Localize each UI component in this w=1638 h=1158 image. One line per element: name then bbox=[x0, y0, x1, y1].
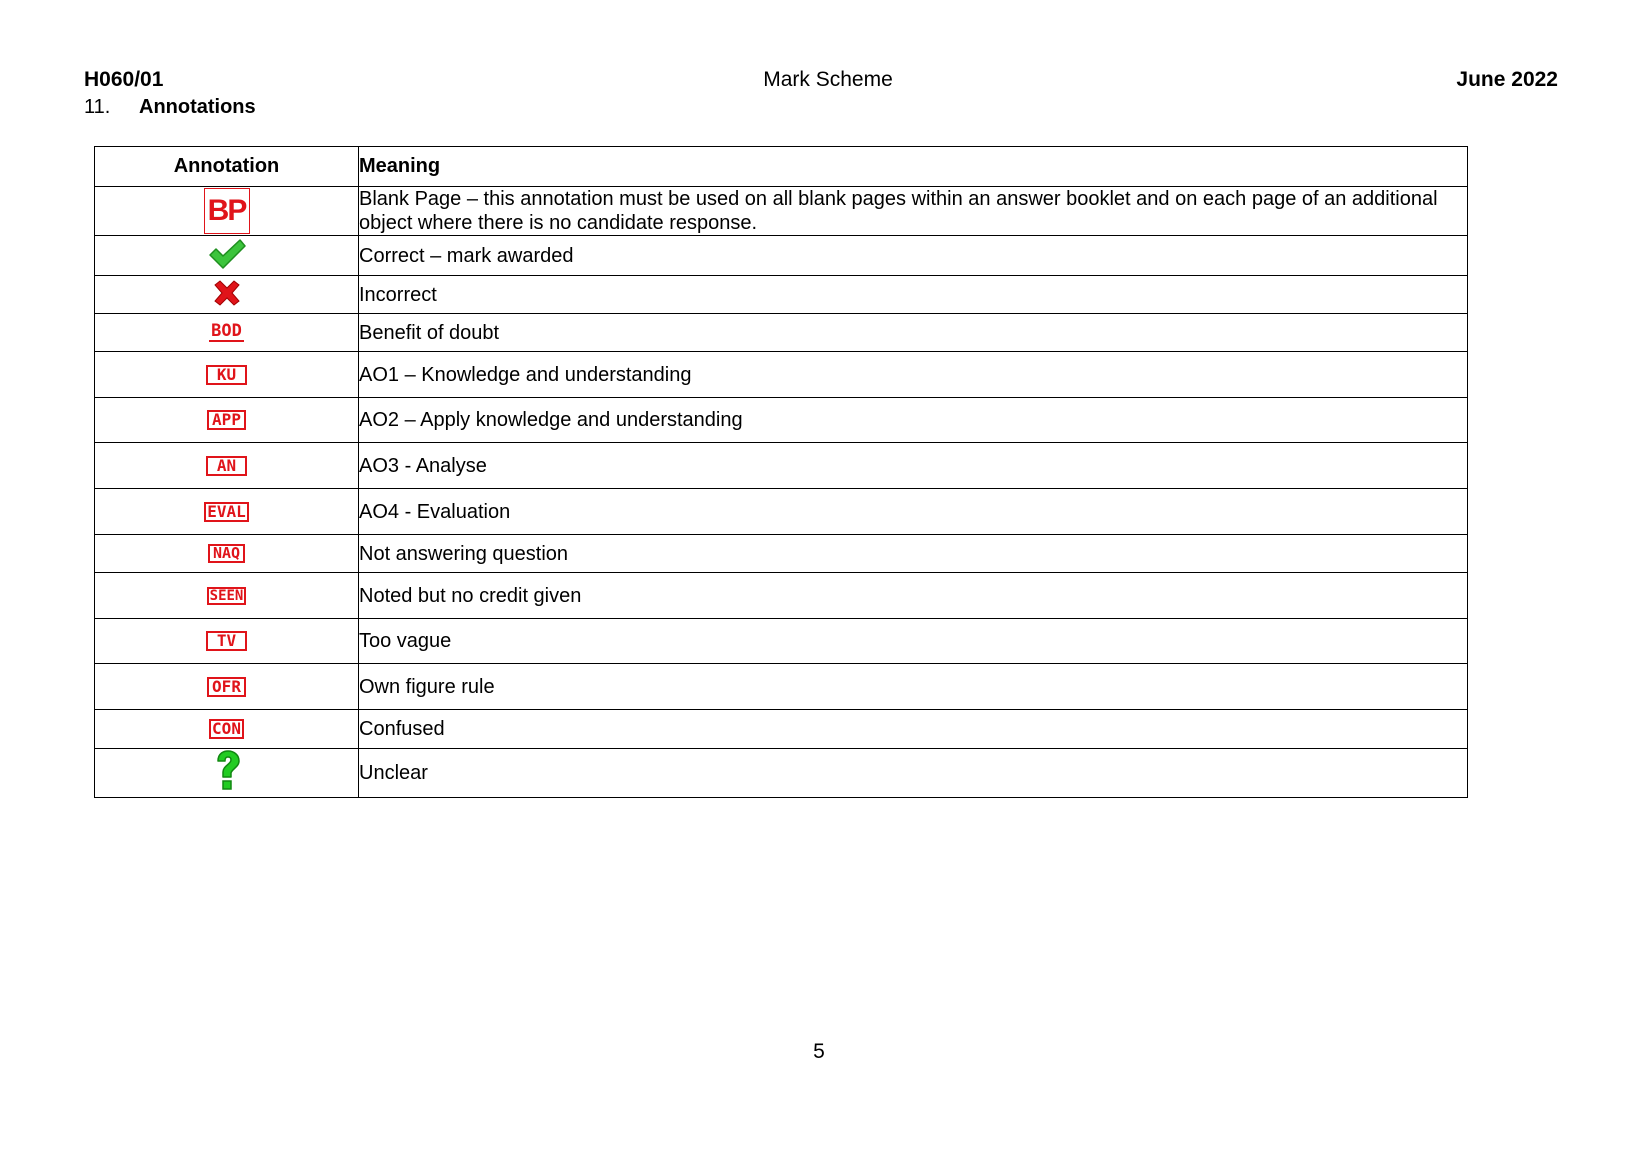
table-header-row bbox=[95, 147, 1468, 187]
table-row bbox=[95, 352, 1468, 398]
page-number: 5 bbox=[813, 1040, 825, 1063]
eval-annotation-icon: EVAL bbox=[204, 502, 249, 522]
page-header bbox=[84, 68, 1572, 94]
bp-annotation-icon: BP bbox=[204, 188, 250, 234]
meaning-cell: Unclear bbox=[359, 749, 1468, 798]
meaning-cell: AO2 – Apply knowledge and understanding bbox=[359, 398, 1468, 443]
table-row bbox=[95, 619, 1468, 664]
table-row bbox=[95, 276, 1468, 314]
section-title: Annotations bbox=[139, 96, 256, 118]
naq-annotation-icon: NAQ bbox=[208, 544, 245, 563]
annotations-table bbox=[94, 146, 1468, 798]
paper-code: H060/01 bbox=[84, 68, 164, 91]
seen-annotation-icon: SEEN bbox=[207, 587, 247, 605]
cross-icon bbox=[212, 279, 242, 311]
meaning-cell: Too vague bbox=[359, 619, 1468, 664]
table-row bbox=[95, 314, 1468, 352]
tick-icon bbox=[207, 238, 247, 274]
meaning-cell: Noted but no credit given bbox=[359, 573, 1468, 619]
meaning-cell: Blank Page – this annotation must be used on all blank pages within an answer booklet and on each page of an additional object where there is no candidate response. bbox=[359, 187, 1468, 236]
meaning-cell: Not answering question bbox=[359, 535, 1468, 573]
table-row bbox=[95, 443, 1468, 489]
column-header-annotation: Annotation bbox=[95, 147, 359, 187]
meaning-cell: Correct – mark awarded bbox=[359, 236, 1468, 276]
app-annotation-icon: APP bbox=[207, 410, 246, 430]
meaning-cell: AO4 - Evaluation bbox=[359, 489, 1468, 535]
question-icon bbox=[212, 749, 242, 797]
table-row bbox=[95, 664, 1468, 710]
meaning-cell: AO1 – Knowledge and understanding bbox=[359, 352, 1468, 398]
exam-date: June 2022 bbox=[1456, 68, 1558, 91]
column-header-meaning: Meaning bbox=[359, 147, 1468, 187]
an-annotation-icon: AN bbox=[206, 456, 247, 476]
meaning-cell: AO3 - Analyse bbox=[359, 443, 1468, 489]
table-row bbox=[95, 573, 1468, 619]
ku-annotation-icon: KU bbox=[206, 365, 247, 385]
document-title: Mark Scheme bbox=[763, 68, 893, 91]
ofr-annotation-icon: OFR bbox=[207, 677, 246, 697]
meaning-cell: Own figure rule bbox=[359, 664, 1468, 710]
meaning-cell: Incorrect bbox=[359, 276, 1468, 314]
table-row bbox=[95, 236, 1468, 276]
table-row bbox=[95, 710, 1468, 749]
meaning-cell: Confused bbox=[359, 710, 1468, 749]
bod-annotation-icon: BOD bbox=[211, 321, 242, 342]
section-heading bbox=[84, 96, 256, 119]
table-row bbox=[95, 535, 1468, 573]
table-row bbox=[95, 398, 1468, 443]
meaning-cell: Benefit of doubt bbox=[359, 314, 1468, 352]
table-row bbox=[95, 187, 1468, 236]
section-number: 11. bbox=[84, 96, 111, 118]
table-row bbox=[95, 749, 1468, 798]
table-row bbox=[95, 489, 1468, 535]
con-annotation-icon: CON bbox=[209, 719, 244, 739]
tv-annotation-icon: TV bbox=[206, 631, 247, 651]
